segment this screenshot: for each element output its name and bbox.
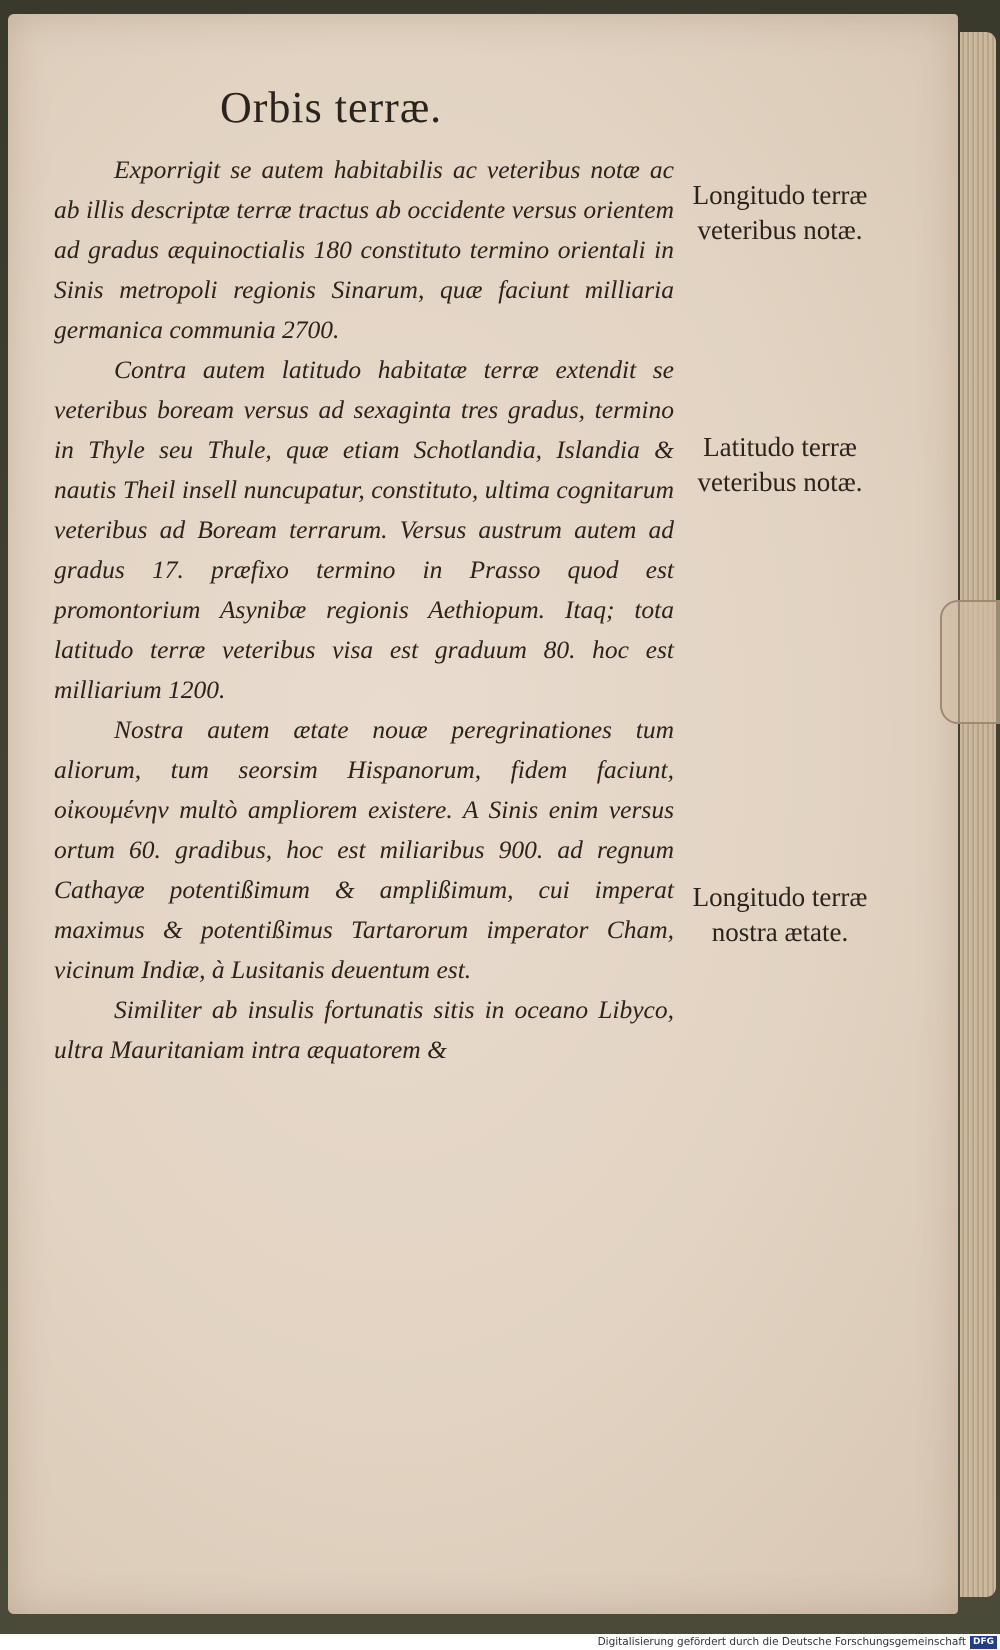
paragraph-4: Similiter ab insulis fortunatis sitis in oceano Libyco, ultra Mauritaniam intra æquatorem & (54, 995, 674, 1064)
paragraph-2: Contra autem latitudo habitatæ terræ extendit se veteribus boream versus ad sexaginta tres gradus, termino in Thyle seu Thule, quæ etiam Schotlandia, Islandia & nautis Theil insell nuncupatur, constituto, ultima cognitarum veteribus ad Boream terrarum. Versus austrum autem ad gradus 17. præfixo termino in Prasso quod est promontorium Asynibæ regionis Aethiopum. Itaq; tota latitudo terræ veteribus visa est graduum 80. hoc est milliarium 1200. (54, 355, 674, 704)
footer (0, 1634, 1000, 1650)
page-heading: Orbis terræ. (220, 83, 443, 132)
page-edges (960, 32, 996, 1597)
margin-note-latitudo-veteribus: Latitudo terræ veteribus notæ. (697, 432, 863, 497)
footer-credit: Digitalisierung gefördert durch die Deutsche Forschungsgemeinschaft (597, 1636, 966, 1648)
dfg-logo: DFG (970, 1636, 997, 1649)
paragraph-3: Nostra autem ætate nouæ peregrinationes tum aliorum, tum seorsim Hispanorum, fidem faciunt, οἰκουμένην multò ampliorem existere. A Sinis enim versus ortum 60. gradibus, hoc est miliaribus 900. ad regnum Cathayæ potentißimum & amplißimum, cui imperat maximus & potentißimus Tartarorum imperator Cham, vicinum Indiæ, à Lusitanis deuentum est. (54, 715, 674, 984)
page-clip (940, 600, 1000, 724)
paragraph-1: Exporrigit se autem habitabilis ac veteribus notæ ac ab illis descriptæ terræ tractus ab occidente versus orientem ad gradus æquinoctialis 180 constituto termino orientali in Sinis metropoli regionis Sinarum, quæ faciunt milliaria germanica communia 2700. (54, 155, 674, 344)
margin-note-longitudo-veteribus: Longitudo terræ veteribus notæ. (692, 180, 868, 245)
margin-note-longitudo-nostra: Longitudo terræ nostra ætate. (692, 882, 868, 947)
body-text (54, 150, 674, 1070)
